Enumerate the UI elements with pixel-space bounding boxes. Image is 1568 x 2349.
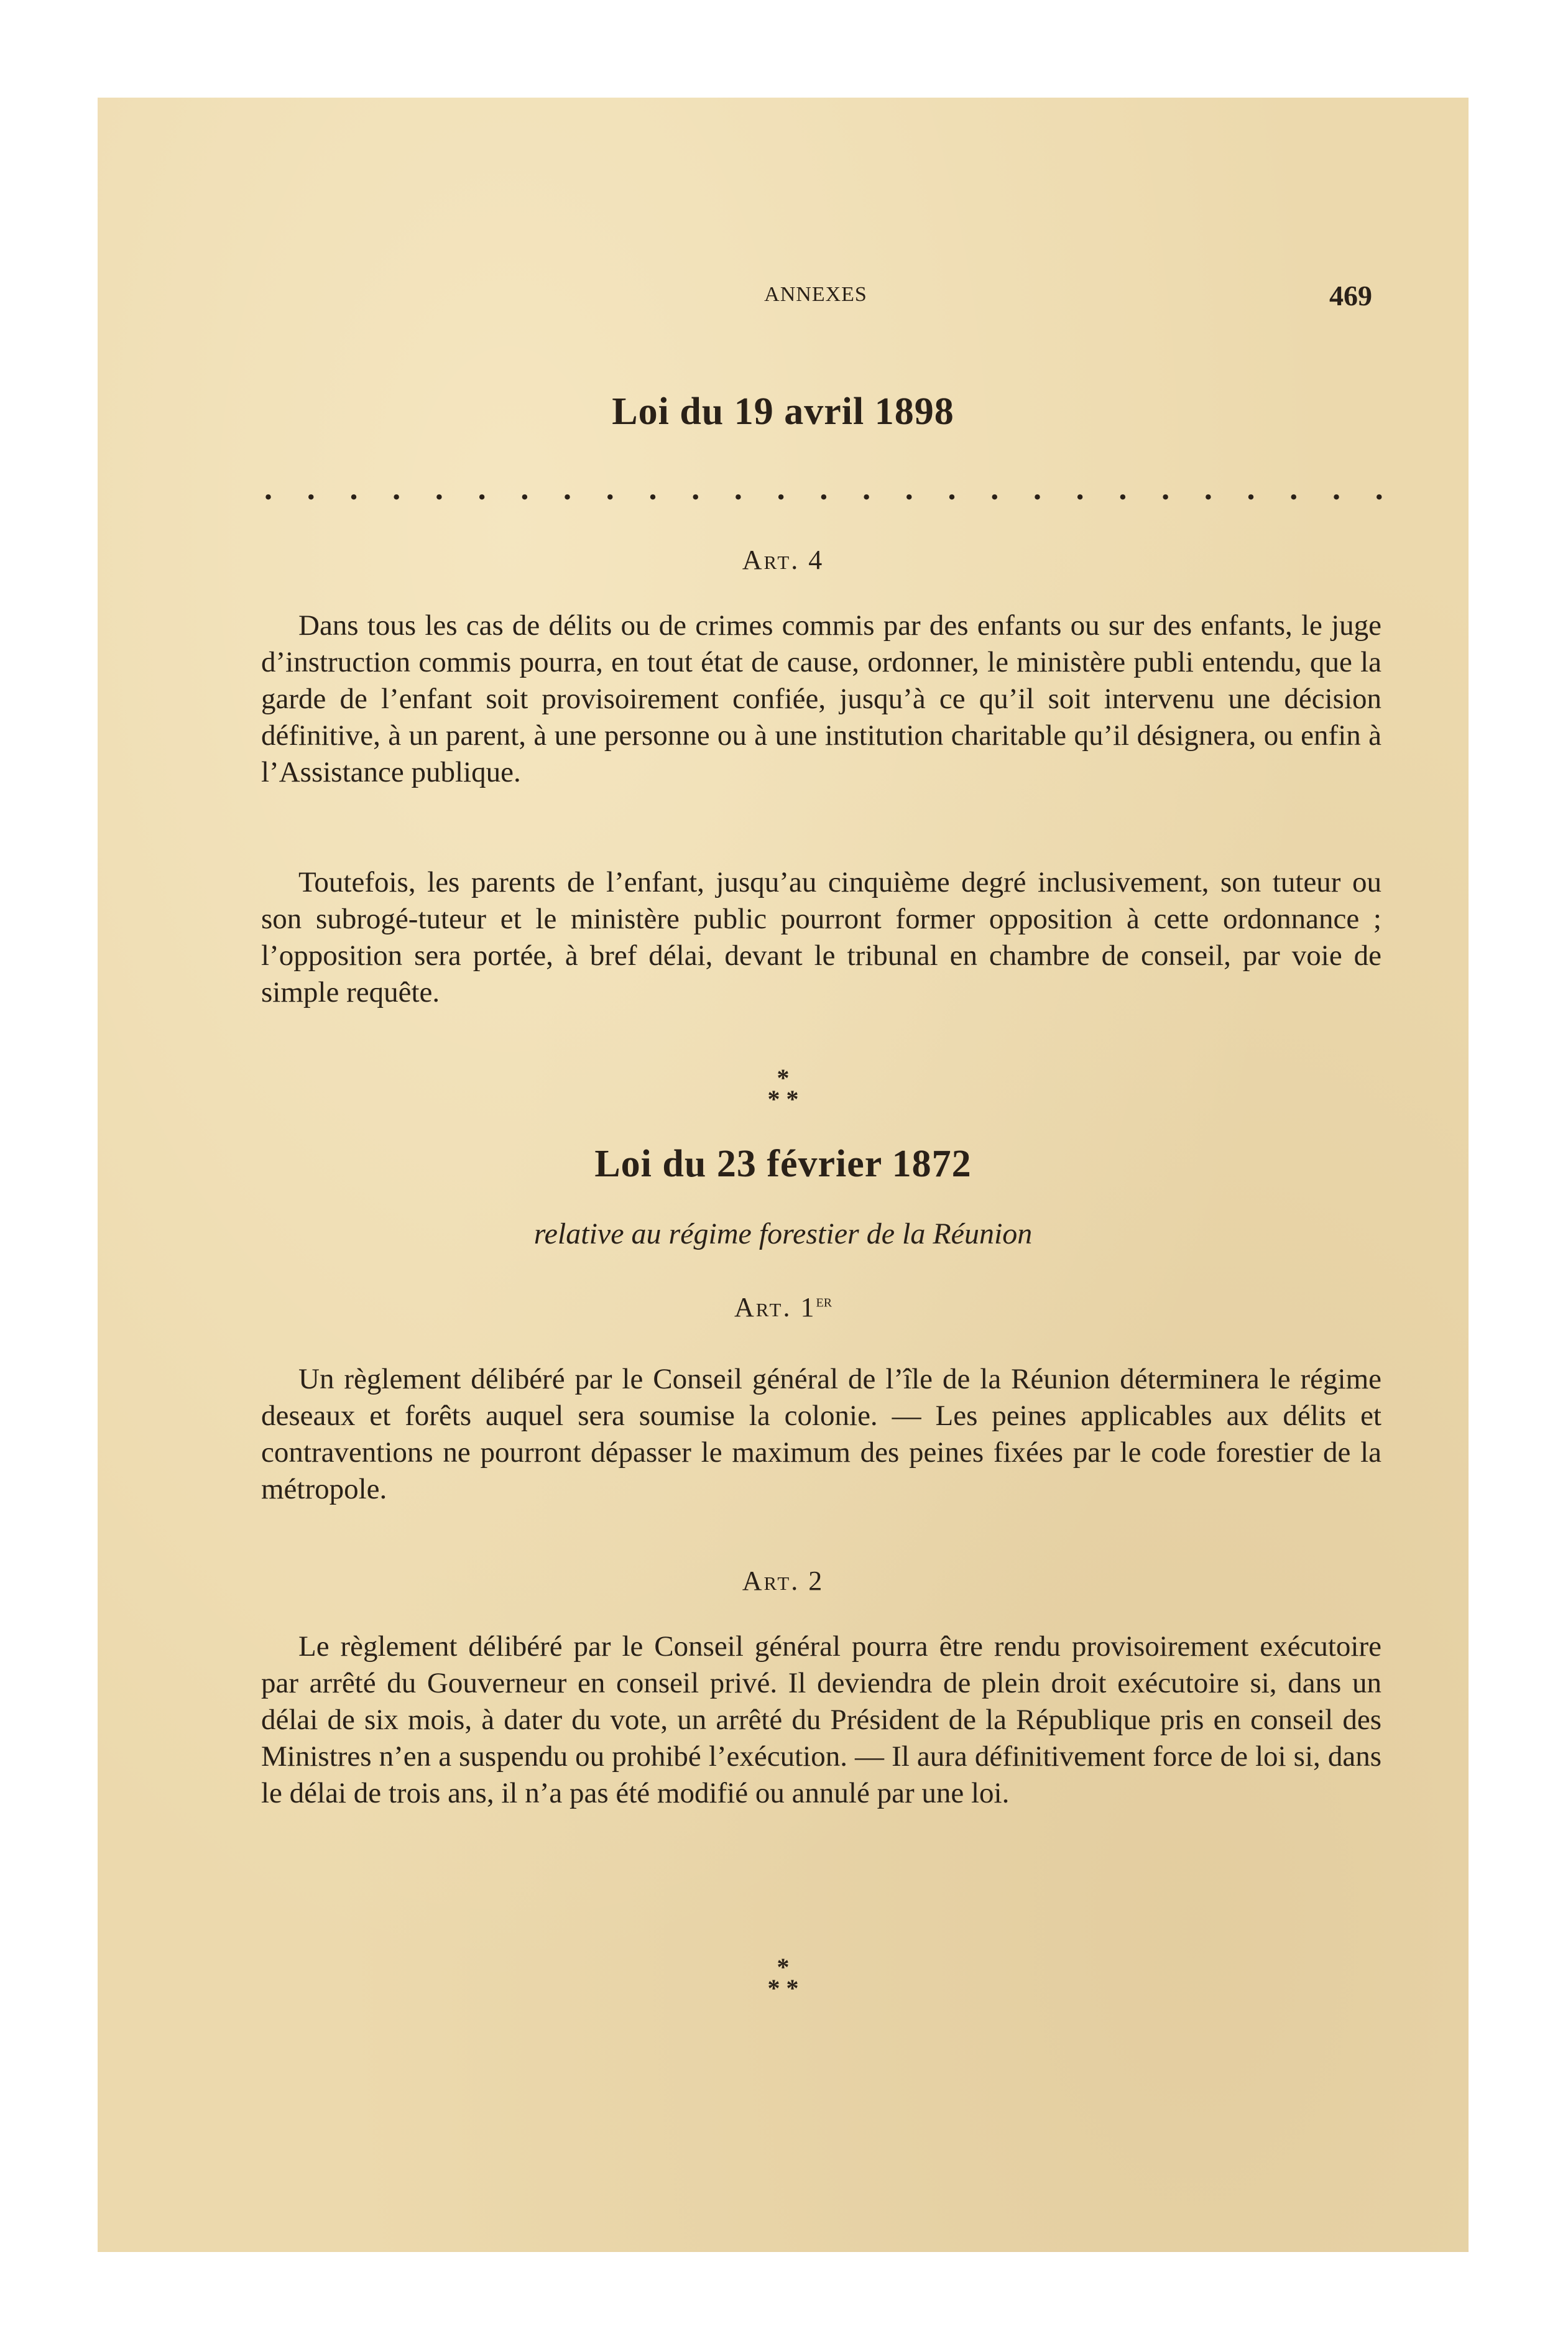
elision-dot: .: [691, 471, 700, 507]
elision-dot: .: [1289, 471, 1298, 507]
scanned-page: [98, 98, 1469, 2252]
elision-dot: .: [1332, 471, 1340, 507]
elision-dot: .: [905, 471, 913, 507]
running-title: ANNEXES: [764, 283, 867, 306]
elision-dot: .: [477, 471, 486, 507]
elision-dot: .: [648, 471, 657, 507]
elision-dot: .: [1204, 471, 1212, 507]
elision-dots: [264, 471, 1383, 507]
asterism-top: *: [777, 1064, 790, 1092]
elision-dot: .: [1161, 471, 1170, 507]
elision-dot: .: [349, 471, 358, 507]
asterism-bottom: * *: [767, 1974, 799, 2002]
elision-dot: .: [307, 471, 315, 507]
asterism-top: *: [777, 1953, 790, 1981]
law-subtitle: relative au régime forestier de la Réunion: [533, 1217, 1033, 1250]
elision-dot: .: [862, 471, 871, 507]
law-title-1898: Loi du 19 avril 1898: [612, 390, 954, 433]
elision-dot: .: [990, 471, 999, 507]
article-1-suffix: er: [816, 1291, 832, 1311]
elision-dot: .: [520, 471, 529, 507]
section-separator-asterism: [98, 1064, 1469, 1113]
elision-dot: .: [1375, 471, 1383, 507]
article-1-label: Art. 1: [734, 1292, 816, 1322]
paragraph-art2: Le règlement délibéré par le Conseil général pourra être rendu provisoirement exécutoire par arrêté du Gouverneur en conseil privé. Il deviendra de plein droit exécutoire si, dans un délai de six mois, à dater du vote, un arrêté du Président de la République pris en conseil des Ministres n’en a suspendu ou prohibé l’exécution. — Il aura définitivement force de loi si, dans le délai de trois ans, il n’a pas été modifié ou annulé par une loi.: [261, 1630, 1381, 1809]
elision-dot: .: [1076, 471, 1084, 507]
law-title-1872: Loi du 23 février 1872: [594, 1143, 972, 1185]
elision-dot: .: [435, 471, 443, 507]
asterism-bottom: * *: [767, 1085, 799, 1113]
paragraph-art1: Un règlement délibéré par le Conseil général de l’île de la Réunion déterminera le régime deseaux et forêts auquel sera soumise la colonie. — Les peines applicables aux délits et contraventions ne pourront dépasser le maximum des peines fixées par le code forestier de la métropole.: [261, 1363, 1381, 1505]
elision-dot: .: [1247, 471, 1255, 507]
closing-separator-asterism: [98, 1953, 1469, 2002]
elision-dot: .: [392, 471, 401, 507]
paragraph-art4-2: Toutefois, les parents de l’enfant, jusqu’au cinquième degré inclusivement, son tuteur ou son subrogé-tuteur et le ministère public pourront former opposition à cette ordonnance ; l’opposition sera portée, à bref délai, devant le tribunal en chambre de conseil, par voie de simple requête.: [261, 866, 1381, 1008]
paragraph-art4-1: Dans tous les cas de délits ou de crimes commis par des enfants ou sur des enfants, le juge d’instruction commis pourra, en tout état de cause, ordonner, le ministère publi entendu, que la garde de l’enfant soit provisoirement confiée, jusqu’à ce qu’il soit intervenu une décision définitive, à un parent, à une personne ou à une institution charitable qu’il désignera, ou enfin à l’Assistance publique.: [261, 609, 1381, 788]
elision-dot: .: [563, 471, 572, 507]
running-header: [259, 280, 1372, 320]
page-number: 469: [1329, 280, 1372, 312]
article-heading-2: Art. 2: [742, 1566, 824, 1596]
elision-dot: .: [819, 471, 828, 507]
elision-dot: .: [734, 471, 742, 507]
elision-dot: .: [1118, 471, 1127, 507]
elision-dot: .: [264, 471, 272, 507]
elision-dot: .: [1033, 471, 1041, 507]
elision-dot: .: [948, 471, 956, 507]
article-heading-4: Art. 4: [742, 545, 824, 575]
elision-dot: .: [606, 471, 614, 507]
article-heading-1: [98, 1291, 1469, 1323]
elision-dot: .: [777, 471, 785, 507]
